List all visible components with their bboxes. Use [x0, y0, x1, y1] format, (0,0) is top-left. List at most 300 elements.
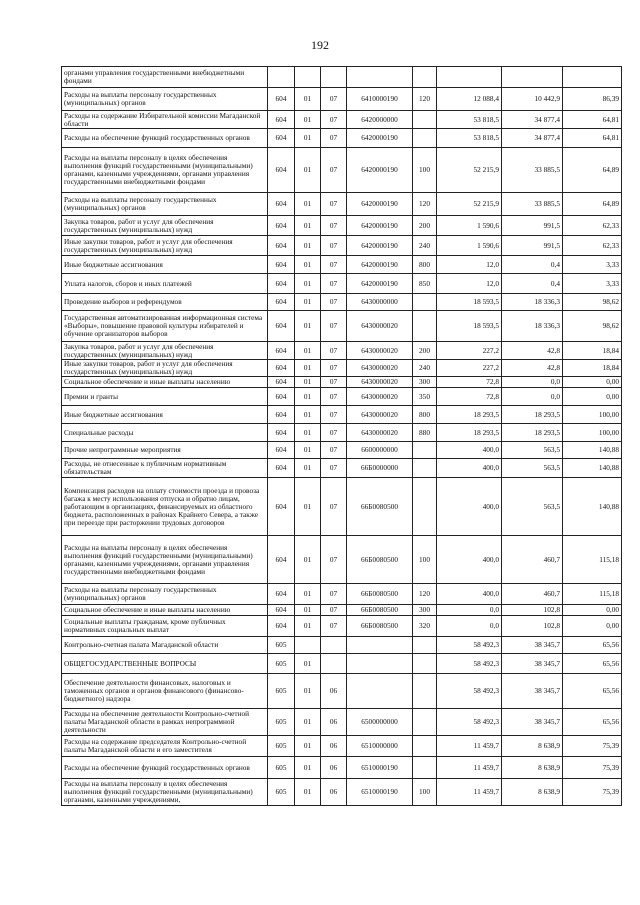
row-percent: 3,33	[563, 256, 622, 274]
row-name: Расходы на выплаты персоналу государственных (муниципальных) органов	[62, 584, 268, 605]
row-actual-amount: 460,7	[502, 536, 563, 584]
row-percent: 75,39	[563, 779, 622, 806]
row-percent: 115,18	[563, 536, 622, 584]
table-row	[62, 736, 622, 757]
row-target-article	[347, 67, 413, 88]
table-row	[62, 536, 622, 584]
row-ved-code: 604	[268, 129, 295, 148]
row-plan-amount: 53 818,5	[437, 129, 502, 148]
row-actual-amount: 991,5	[502, 216, 563, 236]
row-actual-amount: 18 293,5	[502, 406, 563, 424]
row-percent: 18,84	[563, 360, 622, 377]
row-expense-type	[413, 129, 437, 148]
row-section: 01	[295, 360, 321, 377]
row-section: 01	[295, 424, 321, 442]
row-actual-amount: 8 638,9	[502, 757, 563, 779]
row-actual-amount: 0,0	[502, 377, 563, 388]
row-subsection: 07	[321, 605, 347, 616]
row-name: Социальное обеспечение и иные выплаты населению	[62, 605, 268, 616]
row-name: Расходы на выплаты персоналу государственных (муниципальных) органов	[62, 88, 268, 111]
row-actual-amount: 18 336,3	[502, 294, 563, 311]
row-ved-code: 604	[268, 377, 295, 388]
row-plan-amount: 0,0	[437, 616, 502, 637]
row-plan-amount: 400,0	[437, 584, 502, 605]
table-row	[62, 377, 622, 388]
table-row	[62, 274, 622, 294]
row-actual-amount: 563,5	[502, 459, 563, 478]
row-subsection: 06	[321, 674, 347, 709]
row-section: 01	[295, 605, 321, 616]
row-target-article: 66Б0080500	[347, 478, 413, 536]
table-row	[62, 779, 622, 806]
table-row	[62, 256, 622, 274]
budget-table	[61, 66, 622, 806]
row-subsection: 07	[321, 216, 347, 236]
row-percent: 140,88	[563, 459, 622, 478]
row-plan-amount: 52 215,9	[437, 193, 502, 216]
row-plan-amount: 1 590,6	[437, 236, 502, 256]
row-subsection: 07	[321, 584, 347, 605]
row-name: Расходы, не отнесенные к публичным нормативным обязательствам	[62, 459, 268, 478]
row-section: 01	[295, 294, 321, 311]
table-row	[62, 88, 622, 111]
row-ved-code: 604	[268, 274, 295, 294]
row-ved-code	[268, 67, 295, 88]
row-target-article: 6420000190	[347, 256, 413, 274]
row-name: Расходы на выплаты персоналу в целях обеспечения выполнения функций государственными (муниципальными) органами, казенными учреждениями, органами управления государственными внебюджетными фондами	[62, 536, 268, 584]
row-percent: 75,39	[563, 736, 622, 757]
table-row	[62, 424, 622, 442]
row-actual-amount: 18 293,5	[502, 424, 563, 442]
row-ved-code: 604	[268, 88, 295, 111]
row-name: Иные бюджетные ассигнования	[62, 256, 268, 274]
row-percent: 64,89	[563, 193, 622, 216]
row-percent: 140,88	[563, 478, 622, 536]
row-ved-code: 604	[268, 342, 295, 360]
row-ved-code: 605	[268, 637, 295, 654]
row-percent: 65,56	[563, 654, 622, 674]
row-target-article: 66Б0080500	[347, 616, 413, 637]
row-plan-amount: 0,0	[437, 605, 502, 616]
row-subsection: 07	[321, 459, 347, 478]
row-plan-amount: 12,0	[437, 274, 502, 294]
row-section: 01	[295, 377, 321, 388]
row-section: 01	[295, 274, 321, 294]
row-name: Социальные выплаты гражданам, кроме публичных нормативных социальных выплат	[62, 616, 268, 637]
row-subsection: 07	[321, 377, 347, 388]
row-section: 01	[295, 709, 321, 736]
row-ved-code: 605	[268, 779, 295, 806]
row-section: 01	[295, 111, 321, 129]
row-percent: 100,00	[563, 406, 622, 424]
row-subsection: 07	[321, 311, 347, 342]
table-row	[62, 236, 622, 256]
row-subsection: 06	[321, 779, 347, 806]
row-percent: 18,84	[563, 342, 622, 360]
row-actual-amount: 460,7	[502, 584, 563, 605]
row-ved-code: 605	[268, 736, 295, 757]
row-target-article: 6420000190	[347, 274, 413, 294]
row-plan-amount: 400,0	[437, 478, 502, 536]
table-row	[62, 442, 622, 459]
table-row	[62, 637, 622, 654]
row-plan-amount: 400,0	[437, 459, 502, 478]
row-subsection: 07	[321, 129, 347, 148]
row-expense-type: 350	[413, 388, 437, 406]
row-percent: 0,00	[563, 377, 622, 388]
row-subsection: 06	[321, 757, 347, 779]
row-plan-amount: 18 293,5	[437, 424, 502, 442]
row-ved-code: 604	[268, 216, 295, 236]
row-expense-type: 300	[413, 605, 437, 616]
row-subsection: 07	[321, 388, 347, 406]
row-plan-amount: 227,2	[437, 342, 502, 360]
row-percent: 0,00	[563, 605, 622, 616]
row-target-article: 6500000000	[347, 709, 413, 736]
table-row	[62, 654, 622, 674]
row-percent: 115,18	[563, 584, 622, 605]
row-subsection	[321, 637, 347, 654]
row-target-article: 66Б0080500	[347, 584, 413, 605]
row-target-article: 6410000190	[347, 88, 413, 111]
row-plan-amount: 72,8	[437, 377, 502, 388]
row-section: 01	[295, 129, 321, 148]
row-ved-code: 604	[268, 424, 295, 442]
row-section: 01	[295, 616, 321, 637]
row-actual-amount: 8 638,9	[502, 779, 563, 806]
row-section: 01	[295, 388, 321, 406]
row-name: Контрольно-счетная палата Магаданской области	[62, 637, 268, 654]
row-section: 01	[295, 88, 321, 111]
table-row	[62, 129, 622, 148]
row-target-article: 6420000190	[347, 129, 413, 148]
row-expense-type: 120	[413, 193, 437, 216]
row-percent: 75,39	[563, 757, 622, 779]
row-name: Обеспечение деятельности финансовых, налоговых и таможенных органов и органов финансового (финансово-бюджетного) надзора	[62, 674, 268, 709]
row-expense-type: 300	[413, 377, 437, 388]
row-section: 01	[295, 459, 321, 478]
row-expense-type: 100	[413, 536, 437, 584]
row-ved-code: 604	[268, 311, 295, 342]
row-section: 01	[295, 674, 321, 709]
row-ved-code: 605	[268, 709, 295, 736]
row-section: 01	[295, 256, 321, 274]
row-percent: 64,89	[563, 148, 622, 193]
row-section: 01	[295, 406, 321, 424]
row-plan-amount: 52 215,9	[437, 148, 502, 193]
row-subsection: 07	[321, 536, 347, 584]
row-percent: 65,56	[563, 709, 622, 736]
table-row	[62, 148, 622, 193]
row-subsection: 07	[321, 442, 347, 459]
row-plan-amount	[437, 67, 502, 88]
row-ved-code: 605	[268, 757, 295, 779]
row-percent: 0,00	[563, 616, 622, 637]
row-percent: 64,81	[563, 129, 622, 148]
row-percent: 62,33	[563, 236, 622, 256]
row-actual-amount: 38 345,7	[502, 637, 563, 654]
row-ved-code: 604	[268, 478, 295, 536]
row-subsection: 07	[321, 193, 347, 216]
table-row	[62, 388, 622, 406]
row-subsection: 07	[321, 360, 347, 377]
row-plan-amount: 58 492,3	[437, 637, 502, 654]
row-plan-amount: 227,2	[437, 360, 502, 377]
row-section	[295, 67, 321, 88]
row-actual-amount: 38 345,7	[502, 674, 563, 709]
row-target-article: 6430000020	[347, 311, 413, 342]
row-plan-amount: 12,0	[437, 256, 502, 274]
row-ved-code: 604	[268, 111, 295, 129]
row-subsection: 07	[321, 148, 347, 193]
row-percent: 100,00	[563, 424, 622, 442]
row-section: 01	[295, 193, 321, 216]
row-ved-code: 604	[268, 294, 295, 311]
row-percent: 0,00	[563, 388, 622, 406]
row-subsection: 07	[321, 424, 347, 442]
row-target-article: 6600000000	[347, 442, 413, 459]
row-target-article: 6430000020	[347, 424, 413, 442]
row-name: Премии и гранты	[62, 388, 268, 406]
row-subsection: 07	[321, 256, 347, 274]
row-expense-type: 100	[413, 148, 437, 193]
row-actual-amount: 18 336,3	[502, 311, 563, 342]
row-percent: 62,33	[563, 216, 622, 236]
row-actual-amount: 42,8	[502, 360, 563, 377]
row-plan-amount: 400,0	[437, 442, 502, 459]
row-expense-type: 120	[413, 88, 437, 111]
row-section: 01	[295, 736, 321, 757]
row-ved-code: 604	[268, 605, 295, 616]
row-plan-amount: 18 593,5	[437, 294, 502, 311]
row-expense-type: 850	[413, 274, 437, 294]
row-expense-type: 240	[413, 236, 437, 256]
row-name: Расходы на содержание Избирательной комиссии Магаданской области	[62, 111, 268, 129]
row-expense-type	[413, 294, 437, 311]
row-actual-amount: 102,8	[502, 605, 563, 616]
row-name: Расходы на содержание председателя Контрольно-счетной палаты Магаданской области и его заместителя	[62, 736, 268, 757]
row-expense-type: 800	[413, 256, 437, 274]
row-plan-amount: 58 492,3	[437, 674, 502, 709]
row-expense-type: 120	[413, 584, 437, 605]
row-expense-type	[413, 736, 437, 757]
row-percent: 98,62	[563, 294, 622, 311]
table-row	[62, 406, 622, 424]
row-subsection	[321, 67, 347, 88]
row-name: Компенсация расходов на оплату стоимости проезда и провоза багажа к месту использования отпуска и обратно лицам, работающим в организациях, финансируемых из областного бюджета, расположенных в районах Крайнего Севера, а также при переезде при расторжении трудовых договоров	[62, 478, 268, 536]
row-name: Иные закупки товаров, работ и услуг для обеспечения государственных (муниципальных) нужд	[62, 360, 268, 377]
row-target-article: 6420000000	[347, 111, 413, 129]
row-subsection: 07	[321, 236, 347, 256]
row-target-article: 6430000020	[347, 342, 413, 360]
row-percent: 98,62	[563, 311, 622, 342]
row-target-article: 6420000190	[347, 148, 413, 193]
row-expense-type: 200	[413, 342, 437, 360]
row-plan-amount: 11 459,7	[437, 736, 502, 757]
row-expense-type	[413, 654, 437, 674]
row-section: 01	[295, 654, 321, 674]
row-actual-amount: 33 885,5	[502, 148, 563, 193]
row-ved-code: 604	[268, 616, 295, 637]
row-subsection: 07	[321, 616, 347, 637]
row-expense-type	[413, 111, 437, 129]
row-percent: 65,56	[563, 637, 622, 654]
row-subsection: 07	[321, 342, 347, 360]
row-percent: 3,33	[563, 274, 622, 294]
row-target-article: 6420000190	[347, 193, 413, 216]
row-name: Социальное обеспечение и иные выплаты населению	[62, 377, 268, 388]
row-expense-type	[413, 674, 437, 709]
table-row	[62, 294, 622, 311]
row-target-article: 66Б0080500	[347, 605, 413, 616]
row-subsection: 06	[321, 709, 347, 736]
row-target-article: 6510000190	[347, 757, 413, 779]
row-plan-amount: 1 590,6	[437, 216, 502, 236]
row-target-article: 66Б0000000	[347, 459, 413, 478]
table-row	[62, 216, 622, 236]
row-name: Расходы на выплаты персоналу государственных (муниципальных) органов	[62, 193, 268, 216]
row-subsection: 07	[321, 88, 347, 111]
row-subsection: 07	[321, 294, 347, 311]
table-row	[62, 478, 622, 536]
row-section: 01	[295, 757, 321, 779]
row-expense-type	[413, 478, 437, 536]
row-actual-amount: 42,8	[502, 342, 563, 360]
row-subsection	[321, 654, 347, 674]
row-actual-amount: 0,0	[502, 388, 563, 406]
row-target-article: 6420000190	[347, 236, 413, 256]
row-section: 01	[295, 779, 321, 806]
row-name: Расходы на обеспечение функций государственных органов	[62, 757, 268, 779]
row-expense-type: 100	[413, 779, 437, 806]
row-plan-amount: 53 818,5	[437, 111, 502, 129]
row-percent	[563, 67, 622, 88]
row-ved-code: 604	[268, 584, 295, 605]
row-expense-type	[413, 709, 437, 736]
row-section: 01	[295, 148, 321, 193]
row-name: Расходы на обеспечение деятельности Контрольно-счетной палаты Магаданской области в рамках непрограммной деятельности	[62, 709, 268, 736]
row-target-article: 6420000190	[347, 216, 413, 236]
row-expense-type	[413, 67, 437, 88]
row-actual-amount: 563,5	[502, 478, 563, 536]
row-actual-amount: 991,5	[502, 236, 563, 256]
row-name: Уплата налогов, сборов и иных платежей	[62, 274, 268, 294]
row-name: Проведение выборов и референдумов	[62, 294, 268, 311]
row-ved-code: 604	[268, 406, 295, 424]
row-section: 01	[295, 584, 321, 605]
row-target-article: 6510000000	[347, 736, 413, 757]
table-row	[62, 360, 622, 377]
row-target-article: 6510000190	[347, 779, 413, 806]
row-actual-amount: 0,4	[502, 274, 563, 294]
row-ved-code: 604	[268, 388, 295, 406]
row-ved-code: 604	[268, 256, 295, 274]
row-percent: 65,56	[563, 674, 622, 709]
row-expense-type: 800	[413, 406, 437, 424]
row-actual-amount: 34 877,4	[502, 111, 563, 129]
row-target-article: 6430000000	[347, 294, 413, 311]
row-subsection: 07	[321, 406, 347, 424]
row-name: Прочие непрограммные мероприятия	[62, 442, 268, 459]
row-expense-type: 880	[413, 424, 437, 442]
table-row	[62, 67, 622, 88]
row-name: Иные бюджетные ассигнования	[62, 406, 268, 424]
table-row	[62, 757, 622, 779]
row-target-article: 6430000020	[347, 377, 413, 388]
row-section: 01	[295, 216, 321, 236]
row-percent: 140,88	[563, 442, 622, 459]
row-ved-code: 604	[268, 193, 295, 216]
row-actual-amount: 563,5	[502, 442, 563, 459]
row-name: Иные закупки товаров, работ и услуг для обеспечения государственных (муниципальных) нужд	[62, 236, 268, 256]
row-name: Государственная автоматизированная информационная система «Выборы», повышение правовой культуры избирателей и обучение организаторов выборов	[62, 311, 268, 342]
row-expense-type	[413, 757, 437, 779]
row-expense-type: 240	[413, 360, 437, 377]
row-ved-code: 604	[268, 459, 295, 478]
row-subsection: 07	[321, 274, 347, 294]
row-ved-code: 604	[268, 442, 295, 459]
table-row	[62, 584, 622, 605]
row-ved-code: 604	[268, 360, 295, 377]
table-row	[62, 193, 622, 216]
row-expense-type	[413, 637, 437, 654]
row-section	[295, 637, 321, 654]
row-ved-code: 604	[268, 236, 295, 256]
row-plan-amount: 11 459,7	[437, 779, 502, 806]
table-row	[62, 674, 622, 709]
row-actual-amount: 38 345,7	[502, 654, 563, 674]
row-section: 01	[295, 478, 321, 536]
row-expense-type: 320	[413, 616, 437, 637]
row-section: 01	[295, 342, 321, 360]
row-ved-code: 604	[268, 148, 295, 193]
row-plan-amount: 58 492,3	[437, 709, 502, 736]
row-actual-amount: 0,4	[502, 256, 563, 274]
row-expense-type	[413, 311, 437, 342]
table-row	[62, 342, 622, 360]
row-name: Закупка товаров, работ и услуг для обеспечения государственных (муниципальных) нужд	[62, 216, 268, 236]
row-section: 01	[295, 236, 321, 256]
row-target-article	[347, 654, 413, 674]
row-plan-amount: 18 593,5	[437, 311, 502, 342]
table-row	[62, 459, 622, 478]
row-target-article	[347, 674, 413, 709]
row-actual-amount	[502, 67, 563, 88]
row-actual-amount: 8 638,9	[502, 736, 563, 757]
row-plan-amount: 58 492,3	[437, 654, 502, 674]
row-target-article	[347, 637, 413, 654]
row-subsection: 07	[321, 478, 347, 536]
table-row	[62, 709, 622, 736]
row-target-article: 6430000020	[347, 388, 413, 406]
row-section: 01	[295, 442, 321, 459]
row-subsection: 07	[321, 111, 347, 129]
row-ved-code: 605	[268, 654, 295, 674]
table-row	[62, 605, 622, 616]
row-name: ОБЩЕГОСУДАРСТВЕННЫЕ ВОПРОСЫ	[62, 654, 268, 674]
row-name: Закупка товаров, работ и услуг для обеспечения государственных (муниципальных) нужд	[62, 342, 268, 360]
row-actual-amount: 33 885,5	[502, 193, 563, 216]
row-name: Расходы на обеспечение функций государственных органов	[62, 129, 268, 148]
row-ved-code: 604	[268, 536, 295, 584]
row-expense-type: 200	[413, 216, 437, 236]
row-target-article: 66Б0080500	[347, 536, 413, 584]
row-name: органами управления государственными внебюджетными фондами	[62, 67, 268, 88]
row-actual-amount: 34 877,4	[502, 129, 563, 148]
table-row	[62, 616, 622, 637]
row-percent: 86,39	[563, 88, 622, 111]
row-target-article: 6430000020	[347, 360, 413, 377]
